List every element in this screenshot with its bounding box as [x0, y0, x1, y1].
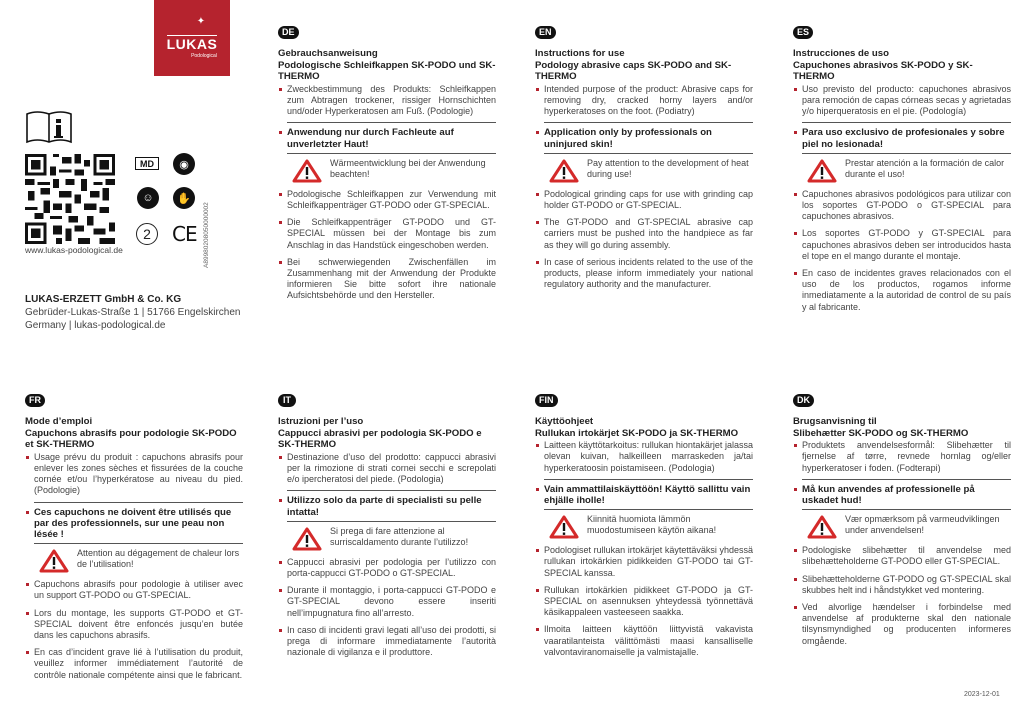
section-dk	[793, 394, 1011, 647]
section-subtitle: Rullukan irtokärjet SK-PODO ja SK-THERMO	[535, 427, 739, 439]
manual-info-icon	[25, 110, 73, 144]
language-badge-it: IT	[278, 394, 296, 407]
warning-text: Vain ammattilaiskäyttöön! Käyttö sallittu vain ehjälle iholle!	[535, 484, 753, 506]
section-it	[278, 394, 496, 658]
caution-text: Si prega di fare attenzione al surriscaldamento durante l’utilizzo!	[330, 525, 469, 547]
heat-caution	[292, 526, 496, 551]
list-item: The GT-PODO and GT-SPECIAL abrasive cap carriers must be pushed into the handpiece as far as they will go during assembly.	[535, 217, 753, 251]
professional-warning	[544, 122, 753, 153]
warning-triangle-icon	[549, 515, 579, 539]
logo-subtext: Podological	[191, 53, 217, 59]
list-item: Produktets anvendelsesformål: Slibehætter til fjernelse af tørre, revnede hornlag og/eller hyperkeratoser i foden. (Fodterapi)	[793, 440, 1011, 474]
list-item: Lors du montage, les supports GT-PODO et GT-SPECIAL doivent être enfoncés jusqu’en butée dans les capuchons abrasifs.	[25, 608, 243, 642]
warning-text: Må kun anvendes af professionelle på uskadet hud!	[793, 484, 1011, 506]
warning-triangle-icon	[807, 515, 837, 539]
warning-text: Utilizzo solo da parte di specialisti su pelle intatta!	[278, 495, 496, 517]
company-address: Gebrüder-Lukas-Straße 1 | 51766 Engelskirchen	[25, 307, 241, 318]
language-badge-dk: DK	[793, 394, 814, 407]
list-item: In case of serious incidents related to the use of the products, please inform immediately your national regulatory authority and the manufacturer.	[535, 257, 753, 291]
section-title: Istruzioni per l’uso	[278, 416, 364, 428]
language-badge-fr: FR	[25, 394, 45, 407]
list-item: Ved alvorlige hændelser i forbindelse med anvendelse af produkterne skal den nationale tilsynsmyndighed og producenten informeres omgående.	[793, 602, 1011, 647]
caution-text: Prestar atención a la formación de calor durante el uso!	[845, 157, 1005, 179]
heat-caution	[39, 548, 243, 573]
list-item: En cas d’incident grave lié à l’utilisation du produit, veuillez informer immédiatement l’autorité de contrôle nationale compétente ainsi que le fabricant.	[25, 647, 243, 681]
professional-warning	[287, 122, 496, 153]
list-item: Podologische Schleifkappen zur Verwendung mit Schleifkappenträger GT-PODO oder GT-SPECIAL.	[278, 189, 496, 211]
warning-text: Anwendung nur durch Fachleute auf unverletzter Haut!	[278, 127, 496, 149]
list-item: Podologiset rullukan irtokärjet käytettäväksi yhdessä rullukan irtokärkien pidikkeiden GT-PODO tai GT-SPECIAL kanssa.	[535, 545, 753, 579]
section-title: Gebrauchsanweisung	[278, 48, 378, 60]
section-fin	[535, 394, 753, 658]
language-badge-es: ES	[793, 26, 813, 39]
language-badge-fin: FIN	[535, 394, 558, 407]
section-subtitle: Capuchons abrasifs pour podologie SK-PODO et SK-THERMO	[25, 427, 237, 451]
section-en	[535, 26, 753, 290]
list-item: Los soportes GT-PODO y GT-SPECIAL para capuchones abrasivos deben ser introducidos hasta el tope en el mango durante el montaje.	[793, 228, 1011, 262]
warning-triangle-icon	[292, 159, 322, 183]
list-item: En caso de incidentes graves relacionados con el uso de los productos, rogamos informe inmediatamente a la autoridad de control de su país y al fabricante.	[793, 268, 1011, 313]
caution-text: Pay attention to the development of heat during use!	[587, 157, 749, 179]
professional-warning	[34, 502, 243, 545]
warning-triangle-icon	[292, 527, 322, 551]
section-de	[278, 26, 496, 302]
company-country: Germany | lukas-podological.de	[25, 320, 166, 331]
heat-caution	[549, 158, 753, 183]
company-info	[25, 293, 241, 332]
list-item: Capuchones abrasivos podológicos para utilizar con los soportes GT-PODO o GT-SPECIAL para capuchones abrasivos.	[793, 189, 1011, 223]
warning-triangle-icon	[39, 549, 69, 573]
article-code: A89980208050000002	[203, 202, 210, 268]
heat-caution	[807, 158, 1011, 183]
list-item: Cappucci abrasivi per podologia per l’utilizzo con porta-cappucci GT-PODO o GT-SPECIAL.	[278, 557, 496, 579]
list-item: Rullukan irtokärkien pidikkeet GT-PODO ja GT-SPECIAL on asennuksen yhteydessä työnnettävä käsikappaleen vasteeseen saakka.	[535, 585, 753, 619]
warning-text: Ces capuchons ne doivent être utilisés que par des professionnels, sur une peau non lésée !	[25, 507, 243, 541]
gloves-icon: ✋	[173, 187, 195, 209]
qr-code[interactable]	[25, 154, 115, 244]
list-item: Podological grinding caps for use with grinding cap holder GT-PODO or GT-SPECIAL.	[535, 189, 753, 211]
warning-triangle-icon	[807, 159, 837, 183]
list-item: Bei schwerwiegenden Zwischenfällen im Zusammenhang mit der Anwendung der Produkte informieren Sie bitte sofort ihre nationale Aufsichtsbehörde und den Hersteller.	[278, 257, 496, 302]
caution-text: Attention au dégagement de chaleur lors de l’utilisation!	[77, 548, 240, 570]
professional-warning	[802, 479, 1011, 510]
warning-text: Para uso exclusivo de profesionales y sobre piel no lesionada!	[793, 127, 1011, 149]
list-item: Capuchons abrasifs pour podologie à utiliser avec un support GT-PODO ou GT-SPECIAL.	[25, 579, 243, 601]
heat-caution	[549, 514, 753, 539]
professional-warning	[544, 479, 753, 510]
list-item: Uso previsto del producto: capuchones abrasivos para remoción de capas córneas secas y agrietadas y/o hiperqueratosis en el pie. (Podología)	[793, 84, 1011, 118]
logo-figure-icon: ✦	[196, 16, 206, 27]
list-item: Destinazione d’uso del prodotto: cappucci abrasivi per la rimozione di strati cornei secchi e screpolati e/o ipercheratosi del piede. (Podologia)	[278, 452, 496, 486]
website-url[interactable]: www.lukas-podological.de	[25, 245, 123, 255]
heat-caution	[807, 514, 1011, 539]
list-item: Ilmoita laitteen käyttöön liittyvistä vakavista vaaratilanteista välittömästi maasi kansalliselle valvontaviranomaiselle ja valmistajalle.	[535, 624, 753, 658]
lukas-logo	[154, 0, 230, 76]
list-item: Laitteen käyttötarkoitus: rullukan hiontakärjet jalassa olevan kuivan, halkeilleen marraskeden ja/tai hyperkeratoosin poistamiseen. (Podologia)	[535, 440, 753, 474]
logo-text: LUKAS	[166, 36, 218, 52]
section-es	[793, 26, 1011, 313]
warning-triangle-icon	[549, 159, 579, 183]
section-subtitle: Cappucci abrasivi per podologia SK-PODO e SK-THERMO	[278, 427, 482, 451]
list-item: Durante il montaggio, i porta-cappucci GT-PODO e GT-SPECIAL devono essere inseriti nell’impugnatura fino all’arresto.	[278, 585, 496, 619]
list-item: Slibehætteholderne GT-PODO og GT-SPECIAL skal skubbes helt ind i håndstykket ved montering.	[793, 574, 1011, 596]
caution-text: Kiinnitä huomiota lämmön muodostumiseen käytön aikana!	[587, 514, 717, 536]
section-subtitle: Slibehætter SK-PODO og SK-THERMO	[793, 427, 969, 439]
md-symbol: MD	[135, 157, 159, 170]
goggles-icon: ◉	[173, 153, 195, 175]
list-item: Usage prévu du produit : capuchons abrasifs pour enlever les zones sèches et fissurées de la couche cornée et/ou l’hyperkératose au niveau du pied. (Podologie)	[25, 452, 243, 497]
section-subtitle: Podology abrasive caps SK-PODO and SK-THERMO	[535, 59, 732, 83]
heat-caution	[292, 158, 496, 183]
caution-text: Wärmeentwicklung bei der Anwendung beachten!	[330, 157, 486, 179]
section-subtitle: Capuchones abrasivos SK-PODO y SK-THERMO	[793, 59, 973, 83]
section-fr	[25, 394, 243, 681]
list-item: In caso di incidenti gravi legati all’uso dei prodotti, si prega di informare immediatamente l’autorità nazionale di vigilanza e il produttore.	[278, 625, 496, 659]
list-item: Die Schleifkappenträger GT-PODO und GT-SPECIAL müssen bei der Montage bis zum Anschlag in das Handstück eingeschoben werden.	[278, 217, 496, 251]
section-title: Brugsanvisning til	[793, 416, 877, 428]
professional-warning	[802, 122, 1011, 153]
list-item: Intended purpose of the product: Abrasive caps for removing dry, cracked horny layers and/or hyperkeratoses on the foot. (Podiatry)	[535, 84, 753, 118]
section-subtitle: Podologische Schleifkappen SK-PODO und SK-THERMO	[278, 59, 496, 83]
professional-warning	[287, 490, 496, 521]
language-badge-en: EN	[535, 26, 556, 39]
mask-icon: ☺	[137, 187, 159, 209]
section-title: Mode d’emploi	[25, 416, 93, 428]
ce-mark: CE	[172, 222, 197, 246]
section-title: Instructions for use	[535, 48, 625, 60]
single-use-icon: 2	[136, 223, 158, 245]
list-item: Podologiske slibehætter til anvendelse med slibehætteholderne GT-PODO eller GT-SPECIAL.	[793, 545, 1011, 567]
caution-text: Vær opmærksom på varmeudviklingen under anvendelsen!	[845, 514, 1000, 536]
list-item: Zweckbestimmung des Produkts: Schleifkappen zum Abtragen trockener, rissiger Hornschichten und/oder Hyperkeratosen am Fuß. (Podologie)	[278, 84, 496, 118]
document-date: 2023-12-01	[964, 691, 1000, 698]
company-name: LUKAS-ERZETT GmbH & Co. KG	[25, 294, 182, 305]
section-title: Instrucciones de uso	[793, 48, 889, 60]
section-title: Käyttöohjeet	[535, 416, 594, 428]
language-badge-de: DE	[278, 26, 299, 39]
warning-text: Application only by professionals on uninjured skin!	[535, 127, 753, 149]
